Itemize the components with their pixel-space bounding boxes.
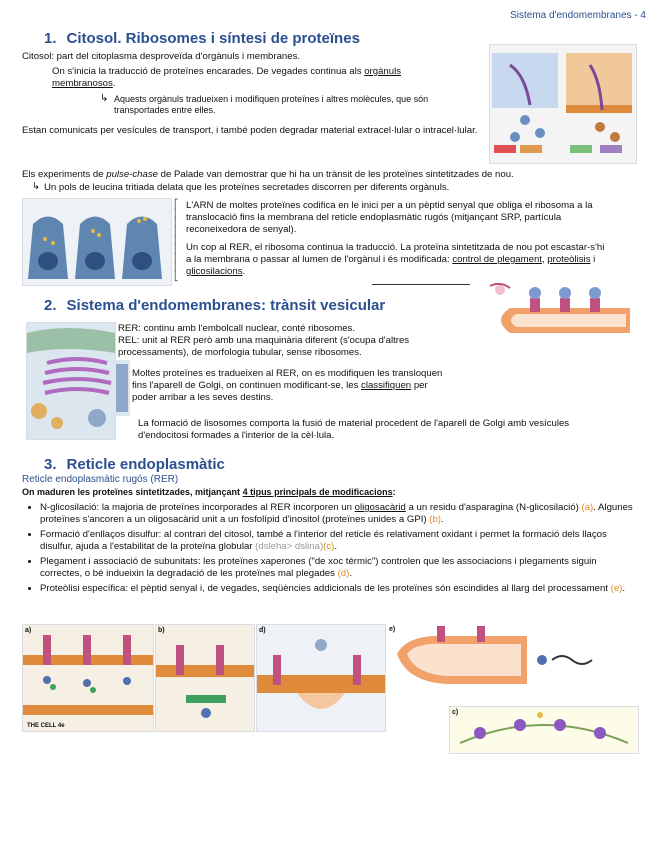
rer-subtitle: Reticle endoplasmàtic rugós (RER) [22, 474, 179, 485]
item-3-text-a: Proteòlisi específica: el pèptid senyal i, de vegades, seqüències addicionals de les proteïnes són escindides al llarg del processament [40, 583, 611, 594]
section-1-heading: Citosol. Ribosomes i síntesi de proteïnes [66, 30, 360, 47]
vesicle-communication-text: Estan comunicats per vesícules de transport, i també poden degradar material extracel·lular o intracel·lular. [22, 125, 478, 136]
organelles-translate-text: Aquests orgànuls tradueixen i modifiquen proteïnes i altres molècules, que són transportades entre elles. [114, 94, 429, 115]
figure-a-svg [23, 625, 153, 731]
glycosylation-link: glicosilacions [186, 266, 243, 277]
section-3-number: 3. [44, 456, 57, 473]
golgi-transport-b: per poder arribar a les seves destins. [132, 380, 428, 403]
translation-start-text [52, 66, 462, 90]
item-1-note: (dsleha> dslina) [255, 541, 324, 552]
sep-2: i [590, 254, 596, 265]
pulse-chase-b: de Palade van demostrar que hi ha un trànsit de les proteïnes sintetitzades de nou. [157, 169, 514, 180]
figure-endomembrane [26, 322, 116, 440]
folding-control-link: control de plegament [452, 254, 542, 265]
item-0-text-b: a un residu d'asparagina (N-glicosilació) [405, 502, 582, 513]
golgi-strip-svg [114, 360, 130, 416]
list-item-disulfide [40, 529, 640, 553]
srp-translocation-svg [470, 278, 636, 368]
list-item-proteolysis [40, 583, 640, 595]
figure-a-n-glycosylation [22, 624, 154, 732]
figure-srp-translocation [470, 278, 636, 368]
figure-c-svg [450, 707, 638, 753]
proteolysis-link: proteòlisis [547, 254, 591, 265]
rer-translation-end: . [242, 266, 246, 277]
signal-peptide-text: L'ARN de moltes proteïnes codifica en le inici per a un pèptid senyal que obliga el ribosoma a la translocació fins la membrana del reticle endoplasmàtic rugós (mitjançant SRP, partícula reconeixedora de senyal). [186, 200, 593, 235]
classify-link: classifiquen [361, 380, 412, 391]
sep-1: , [541, 254, 548, 265]
figure-ribosome-types [489, 44, 637, 164]
ref-d: (d) [337, 568, 350, 579]
section-1-title [44, 30, 360, 47]
figure-c-disulfide [449, 706, 639, 754]
section-3-heading: Reticle endoplasmàtic [66, 456, 225, 473]
rer-intro [22, 486, 582, 498]
figure-d-chaperones [256, 624, 386, 732]
membranous-organelles-link: orgànuls membranosos [52, 66, 402, 89]
rer-translation-a: Un cop al RER, el ribosoma continua la traducció. La proteïna sintetitzada de nou pot escastar-s'hi a la membrana o passar al lumen de l'orgànul i és modificada: [186, 242, 605, 265]
item-1-text-c: . [334, 541, 338, 552]
item-0-text-d: . [440, 514, 444, 525]
item-2-text-c: . [349, 568, 352, 579]
item-0-text-a: N-glicosilació: la majoria de proteïnes incorporades al RER incorporen un [40, 502, 355, 513]
figure-pulse-chase-cells [22, 198, 172, 286]
figure-b-svg [156, 625, 254, 731]
figure-a-caption: THE CELL 4e [27, 723, 65, 729]
section-2-heading: Sistema d'endomembranes: trànsit vesicular [66, 297, 386, 314]
rer-intro-a: On maduren les proteïnes sintetitzades, mitjançant [22, 487, 243, 497]
translation-start-b: . [112, 78, 116, 89]
leucine-pulse-text: Un pols de leucina tritiada delata que les proteïnes secretades discorren per diferents orgànuls. [44, 182, 450, 193]
rer-description: RER: continu amb l'embolcall nuclear, conté ribosomes. [118, 323, 355, 334]
translation-start-a: On s'inicia la traducció de proteïnes encarades. De vegades continua als [52, 66, 365, 77]
figure-a-label: a) [25, 627, 32, 634]
pulse-chase-a: Els experiments de [22, 169, 107, 180]
pulse-chase-svg [23, 199, 171, 285]
rer-intro-b: : [392, 487, 396, 497]
item-1-text-a: Formació d'enllaços disulfur: al contrari del citosol, també a l'interior del reticle és relativament oxidant i permet la formació dels llaços disulfur, ajuda a l'estabilitat de la proteïna globular [40, 529, 607, 552]
item-2-text-a: Plegament i associació de subunitats: les proteïnes xaperones ("de xoc tèrmic") controlen que les associacions i plegaments siguin correctes, o bé indueixin la degradació de les proteïnes mal plegades [40, 556, 597, 579]
oligosaccharide-link: oligosacàrid [354, 502, 406, 513]
ref-a: (a) [581, 502, 594, 513]
modifications-list [26, 502, 640, 598]
figure-e-proteolysis [387, 624, 637, 694]
figure-c-label: c) [452, 709, 459, 716]
figure-e-svg [387, 624, 637, 694]
four-modifications-link: 4 tipus principals de modificacions [242, 487, 393, 497]
figure-golgi-strip [114, 360, 130, 416]
ref-b: (b) [429, 514, 441, 525]
endomembrane-svg [27, 323, 115, 439]
golgi-transport-text [132, 368, 444, 404]
item-3-text-c: . [622, 583, 626, 594]
section-3-title [44, 456, 225, 473]
figure-d-label: d) [259, 627, 266, 634]
pulse-chase-text [22, 169, 642, 181]
figure-d-svg [257, 625, 385, 731]
citosol-definition: Citosol: part del citoplasma desproveïda d'orgànuls i membranes. [22, 51, 301, 62]
list-item-folding [40, 556, 640, 580]
rel-description: REL: unit al RER però amb una maquinària diferent (s'ocupa d'altres processaments), de morfologia tubular, sense ribosomes. [118, 335, 410, 358]
ref-e: (e) [610, 583, 623, 594]
arrow-glyph-2: ↳ [32, 181, 41, 192]
section-2-number: 2. [44, 297, 57, 314]
rer-translation-text [186, 242, 608, 278]
page-header-label: Sistema d'endomembranes - 4 [510, 10, 646, 21]
golgi-transport-a: Moltes proteïnes es tradueixen al RER, on es modifiquen les transloquen fins l'aparell de Golgi, on continuen modificant-se, les [132, 368, 443, 391]
ribosome-types-svg [490, 45, 636, 163]
connector-line [372, 284, 482, 285]
item-0-text-c: . Algunes proteïnes s'ancoren a un oligosacàrid unit a un fosfolípid d'inositol (proteïnes unides a GPI) [40, 502, 633, 525]
figure-b-gpi [155, 624, 255, 732]
lysosome-formation-text: La formació de lisosomes comporta la fusió de material procedent de l'aparell de Golgi amb vesícules d'endocitosi formades a l'interior de la cèl·lula. [138, 418, 570, 441]
section-2-title [44, 297, 385, 314]
figure-b-label: b) [158, 627, 165, 634]
section-1-number: 1. [44, 30, 57, 47]
figure-e-label: e) [389, 626, 396, 633]
list-item-n-glycosylation [40, 502, 640, 526]
pulse-chase-em: pulse-chase [106, 169, 158, 180]
bracket-glyph: ⎡ ⎢ ⎢ ⎢ ⎢ ⎢ ⎢ ⎢ ⎣ [174, 199, 179, 281]
ref-c: (c) [323, 541, 335, 552]
